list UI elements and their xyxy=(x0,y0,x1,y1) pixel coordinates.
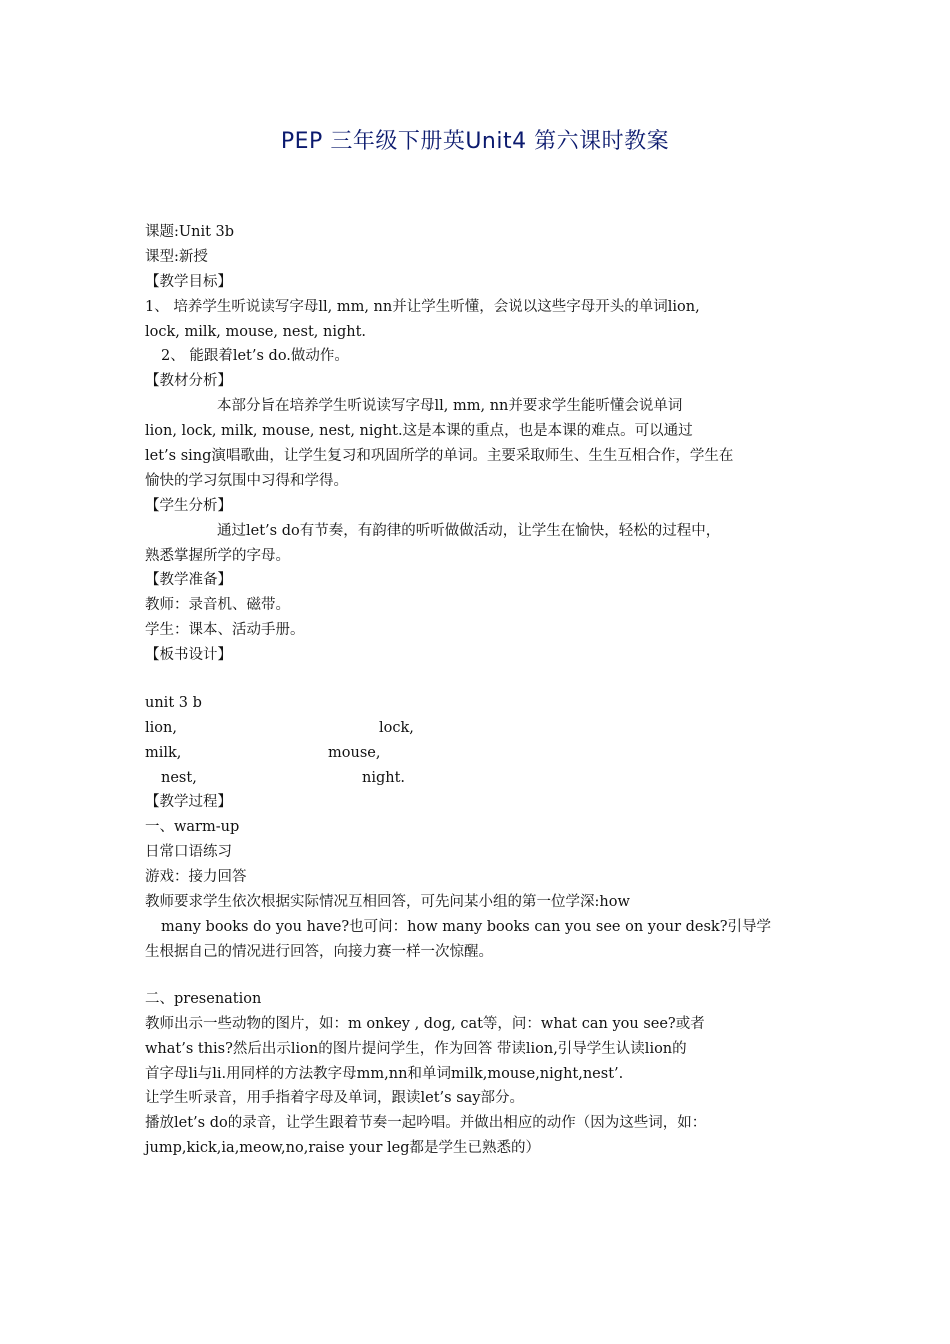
text-line: night. xyxy=(362,770,406,786)
text-line: what’s this?然后出示lion的图片提问学生，作为回答 带读lion,引导学生认读lion的 xyxy=(145,1041,687,1057)
text-line: 本部分旨在培养学生听说读写字母ll, mm, nn并要求学生能听懂会说单词 xyxy=(217,398,683,414)
text-line: 一、warm-up xyxy=(145,819,240,835)
text-line: lock, xyxy=(379,720,414,736)
text-line: 教师出示一些动物的图片，如：m onkey , dog, cat等，问：what can you see?或者 xyxy=(145,1016,705,1032)
text-line: 课题:Unit 3b xyxy=(145,224,235,240)
text-line: milk, xyxy=(145,745,182,761)
text-line: 1、 培养学生听说读写字母ll, mm, nn并让学生听懂，会说以这些字母开头的单词lion, xyxy=(145,299,700,315)
text-line: 日常口语练习 xyxy=(145,844,232,860)
text-line: 熟悉掌握所学的字母。 xyxy=(145,548,290,564)
text-line: 游戏：接力回答 xyxy=(145,869,247,885)
text-line: 播放let’s do的录音，让学生跟着节奏一起吟唱。并做出相应的动作（因为这些词，如： xyxy=(145,1115,707,1131)
text-line: 首字母li与li.用同样的方法教字母mm,nn和单词milk,mouse,night,nest’. xyxy=(145,1066,624,1082)
text-line: 2、 能跟着let’s do.做动作。 xyxy=(161,348,349,364)
text-line: 【教学目标】 xyxy=(145,274,232,290)
document-title: PEP 三年级下册英Unit4 第六课时教案 xyxy=(280,129,670,154)
text-line: unit 3 b xyxy=(145,695,202,711)
text-line: 让学生听录音，用手指着字母及单词，跟读let’s say部分。 xyxy=(145,1090,524,1106)
text-line: 通过let’s do有节奏，有韵律的听听做做活动，让学生在愉快，轻松的过程中， xyxy=(217,523,721,539)
text-line: 【板书设计】 xyxy=(145,647,232,663)
text-line: nest, xyxy=(161,770,197,786)
text-line: 愉快的学习氛围中习得和学得。 xyxy=(145,473,348,489)
text-line: jump,kick,ia,meow,no,raise your leg都是学生已熟悉的） xyxy=(145,1140,540,1156)
text-line: lion, lock, milk, mouse, nest, night.这是本课的重点，也是本课的难点。可以通过 xyxy=(145,423,693,439)
text-line: 二、presenation xyxy=(145,991,262,1007)
text-line: 教师要求学生依次根据实际情况互相回答，可先问某小组的第一位学深:how xyxy=(145,894,630,910)
text-line: 课型:新授 xyxy=(145,249,208,265)
text-line: many books do you have?也可问：how many books can you see on your desk?引导学 xyxy=(161,919,771,935)
text-line: 生根据自己的情况进行回答，向接力赛一样一次惊醒。 xyxy=(145,944,493,960)
text-line: let’s sing演唱歌曲，让学生复习和巩固所学的单词。主要采取师生、生生互相合作，学生在 xyxy=(145,448,734,464)
text-line: mouse, xyxy=(328,745,381,761)
text-line: 【学生分析】 xyxy=(145,498,232,514)
text-line: 【教学过程】 xyxy=(145,794,232,810)
text-line: 【教学准备】 xyxy=(145,572,232,588)
text-line: 【教材分析】 xyxy=(145,373,232,389)
text-line: lock, milk, mouse, nest, night. xyxy=(145,324,367,340)
text-line: 学生：课本、活动手册。 xyxy=(145,622,305,638)
text-line: 教师：录音机、磁带。 xyxy=(145,597,290,613)
text-line: lion, xyxy=(145,720,177,736)
